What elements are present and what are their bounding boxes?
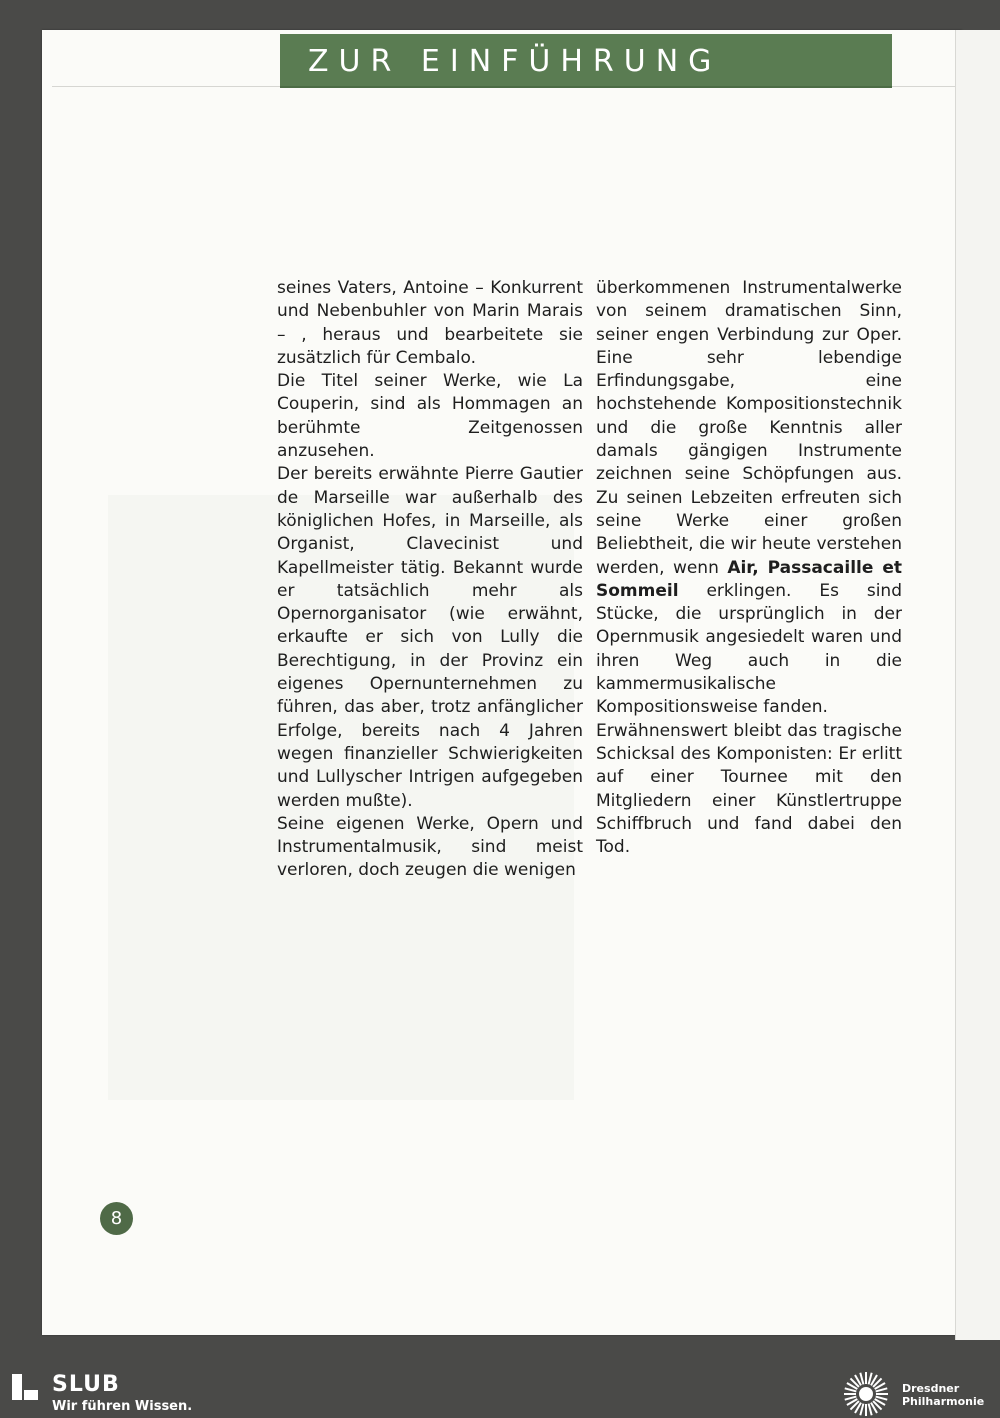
orchestra-name-line1: Dresdner <box>902 1382 960 1395</box>
text-column-left <box>277 277 583 883</box>
library-tagline: Wir führen Wissen. <box>52 1399 193 1414</box>
paragraph-text: erklingen. Es sind Stücke, die ursprünglich in der Opernmusik angesiedelt waren und ihren Weg auch in die kammermusikalische Kompositionsweise fanden. <box>596 580 902 718</box>
paragraph: Erwähnenswert bleibt das tragische Schicksal des Komponisten: Er erlitt auf einer Tournee mit den Mitgliedern einer Künstlertruppe Schiffbruch und fand dabei den Tod. <box>596 720 902 858</box>
paragraph: seines Vaters, Antoine – Konkurrent und Nebenbuhler von Marin Marais – , heraus und bearbeitete sie zusätzlich für Cembalo. <box>277 278 583 368</box>
document-page <box>42 30 962 1335</box>
library-name[interactable]: SLUB <box>52 1372 120 1397</box>
text-column-right <box>596 277 902 859</box>
paragraph <box>596 277 902 720</box>
orchestra-name-line2: Philharmonie <box>902 1395 985 1408</box>
orchestra-name <box>902 1382 984 1408</box>
next-page-edge <box>955 30 1000 1340</box>
slub-logo-icon <box>12 1374 38 1400</box>
paragraph-text: überkommenen Instrumentalwerke von seinem dramatischen Sinn, seiner engen Verbindung zur Oper. Eine sehr lebendige Erfindungsgabe, eine hochstehende Kompositionstechnik und die große Kenntnis aller damals gängigen Instrumente zeichnen seine Schöpfungen aus. Zu seinen Lebzeiten erfreuten sich seine Werke einer großen Beliebtheit, die wir heute verstehen werden, wenn <box>596 278 902 578</box>
work-title: Air, Passacaille et Sommeil <box>596 557 903 601</box>
paragraph: Seine eigenen Werke, Opern und Instrumentalmusik, sind meist verloren, doch zeugen die wenigen <box>277 813 583 881</box>
footer-bar <box>0 1368 1000 1418</box>
section-title: ZUR EINFÜHRUNG <box>308 44 722 79</box>
paragraph: Die Titel seiner Werke, wie La Couperin, sind als Hommagen an berühmte Zeitgenossen anzusehen. <box>277 371 583 462</box>
section-header-band <box>280 34 892 88</box>
paragraph: Der bereits erwähnte Pierre Gautier de Marseille war außerhalb des königlichen Hofes, in Marseille, als Organist, Clavecinist und Kapellmeister tätig. Bekannt wurde er tatsächlich mehr als Opernorganisator (wie erwähnt, erkaufte er sich von Lully die Berechtigung, in der Provinz ein eigenes Opernunternehmen zu führen, das aber, trotz anfänglicher Erfolge, bereits nach 4 Jahren wegen finanzieller Schwierigkeiten und Lullyscher Intrigen aufgegeben werden mußte). <box>277 464 583 811</box>
sunburst-logo-icon <box>842 1370 890 1418</box>
page-number: 8 <box>100 1202 133 1235</box>
